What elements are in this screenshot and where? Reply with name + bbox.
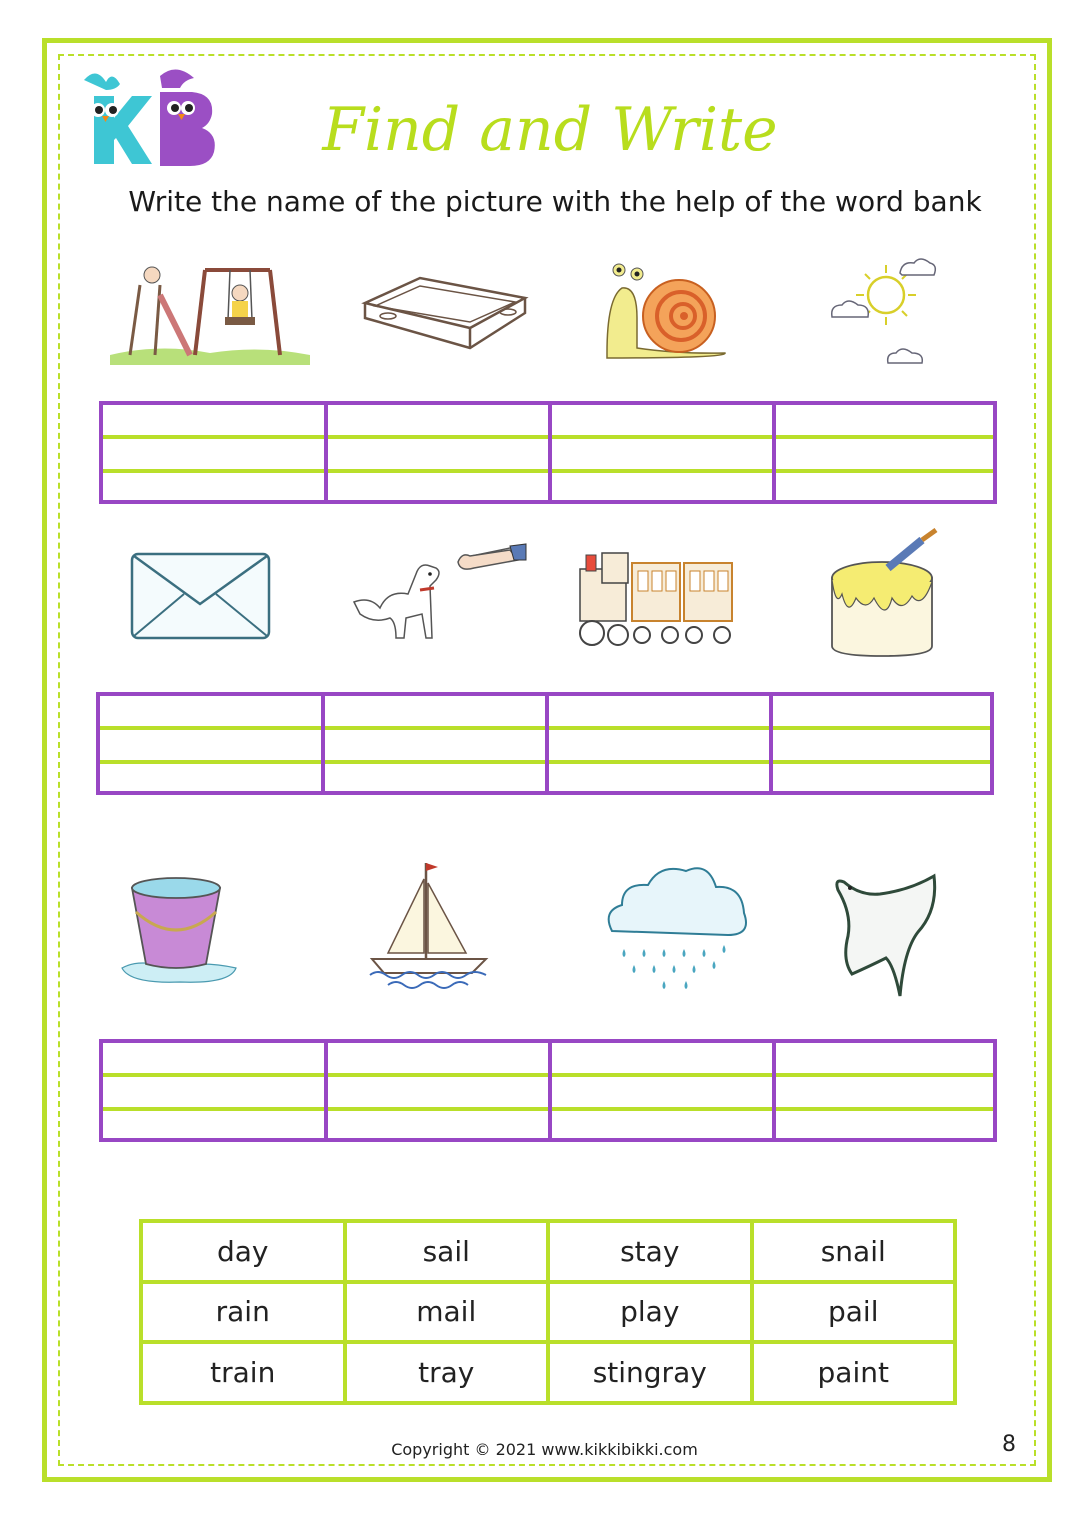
answer-cell-stingray[interactable] [776,1043,993,1138]
instruction-text: Write the name of the picture with the help of the word bank [128,185,982,218]
word-bank-word: rain [141,1282,345,1343]
pail-icon [120,872,240,992]
paint-bucket-icon [826,528,946,658]
word-bank [139,1219,957,1405]
rain-cloud-icon [604,857,750,992]
stingray-icon [830,870,940,1000]
answer-cell-train[interactable] [549,696,769,791]
word-bank-word: sail [345,1221,549,1282]
word-bank-word: tray [345,1342,549,1403]
answer-box-row-1 [99,401,997,504]
word-bank-word: play [548,1282,752,1343]
answer-cell-rain[interactable] [552,1043,772,1138]
answer-cell-sailboat[interactable] [328,1043,548,1138]
dog-stay-icon [350,538,530,648]
playground-icon [110,255,310,365]
tray-icon [360,268,530,358]
word-bank-row [141,1282,955,1343]
word-bank-word: stingray [548,1342,752,1403]
snail-icon [597,258,732,363]
answer-cell-sun[interactable] [776,405,993,500]
word-bank-word: mail [345,1282,549,1343]
envelope-icon [128,550,273,642]
answer-cell-envelope[interactable] [100,696,321,791]
word-bank-word: stay [548,1221,752,1282]
word-bank-word: train [141,1342,345,1403]
answer-cell-tray[interactable] [328,405,548,500]
answer-cell-playground[interactable] [103,405,324,500]
copyright-text: Copyright © 2021 www.kikkibikki.com [391,1440,698,1459]
word-bank-row [141,1221,955,1282]
word-bank-word: day [141,1221,345,1282]
sun-and-clouds-icon [828,255,938,370]
answer-box-row-3 [99,1039,997,1142]
answer-cell-dog[interactable] [325,696,545,791]
sailboat-icon [368,855,490,995]
page-number: 8 [1002,1432,1016,1457]
answer-cell-pail[interactable] [103,1043,324,1138]
word-bank-word: snail [752,1221,956,1282]
answer-cell-paint[interactable] [773,696,990,791]
word-bank-row [141,1342,955,1403]
train-icon [572,545,742,650]
answer-cell-snail[interactable] [552,405,772,500]
word-bank-word: pail [752,1282,956,1343]
word-bank-word: paint [752,1342,956,1403]
answer-box-row-2 [96,692,994,795]
page-title: Find and Write [322,95,778,165]
